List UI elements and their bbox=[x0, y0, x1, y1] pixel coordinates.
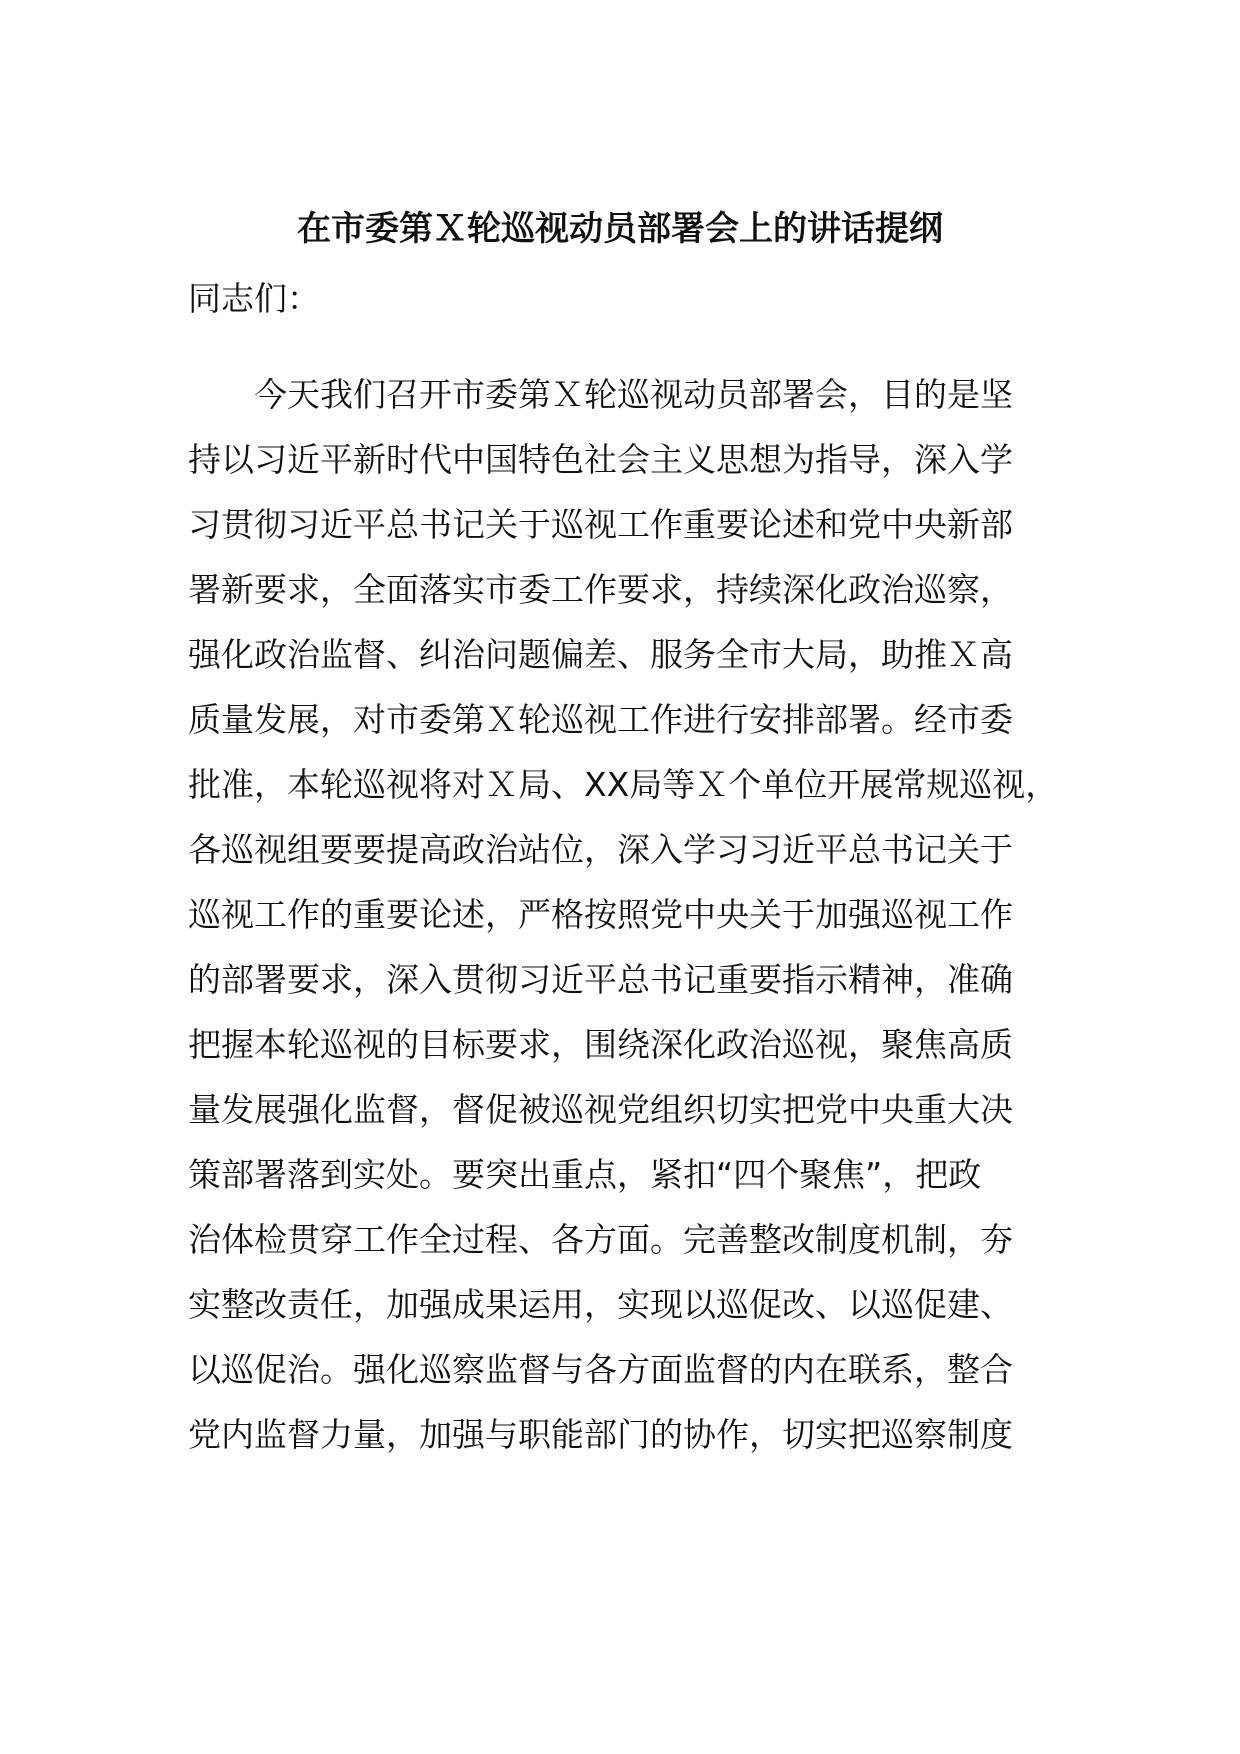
body-line: 把握本轮巡视的目标要求，围绕深化政治巡视，聚焦高质 bbox=[188, 1025, 1013, 1064]
body-line: 批准，本轮巡视将对Ｘ局、XX局等Ｘ个单位开展常规巡视， bbox=[188, 765, 1059, 804]
body-line: 的部署要求，深入贯彻习近平总书记重要指示精神，准确 bbox=[188, 960, 1013, 999]
body-line: 治体检贯穿工作全过程、各方面。完善整改制度机制，夯 bbox=[188, 1220, 1013, 1259]
salutation: 同志们： bbox=[188, 279, 320, 318]
body-paragraph bbox=[188, 372, 1078, 1477]
body-line: 今天我们召开市委第Ｘ轮巡视动员部署会，目的是坚 bbox=[254, 375, 1013, 414]
body-line: 署新要求，全面落实市委工作要求，持续深化政治巡察， bbox=[188, 570, 1013, 609]
body-line: 党内监督力量，加强与职能部门的协作，切实把巡察制度 bbox=[188, 1415, 1013, 1454]
body-line: 质量发展，对市委第Ｘ轮巡视工作进行安排部署。经市委 bbox=[188, 700, 1013, 739]
body-line: 习贯彻习近平总书记关于巡视工作重要论述和党中央新部 bbox=[188, 505, 1013, 544]
document-title: 在市委第Ｘ轮巡视动员部署会上的讲话提纲 bbox=[297, 209, 943, 249]
body-line: 各巡视组要要提高政治站位，深入学习习近平总书记关于 bbox=[188, 830, 1013, 869]
body-line: 以巡促治。强化巡察监督与各方面监督的内在联系，整合 bbox=[188, 1350, 1013, 1389]
body-line: 持以习近平新时代中国特色社会主义思想为指导，深入学 bbox=[188, 440, 1013, 479]
body-line: 量发展强化监督，督促被巡视党组织切实把党中央重大决 bbox=[188, 1090, 1013, 1129]
body-line: 巡视工作的重要论述，严格按照党中央关于加强巡视工作 bbox=[188, 895, 1013, 934]
body-line: 策部署落到实处。要突出重点，紧扣“四个聚焦”，把政 bbox=[188, 1155, 982, 1194]
body-line: 强化政治监督、纠治问题偏差、服务全市大局，助推Ｘ高 bbox=[188, 635, 1013, 674]
body-line: 实整改责任，加强成果运用，实现以巡促改、以巡促建、 bbox=[188, 1285, 1013, 1324]
